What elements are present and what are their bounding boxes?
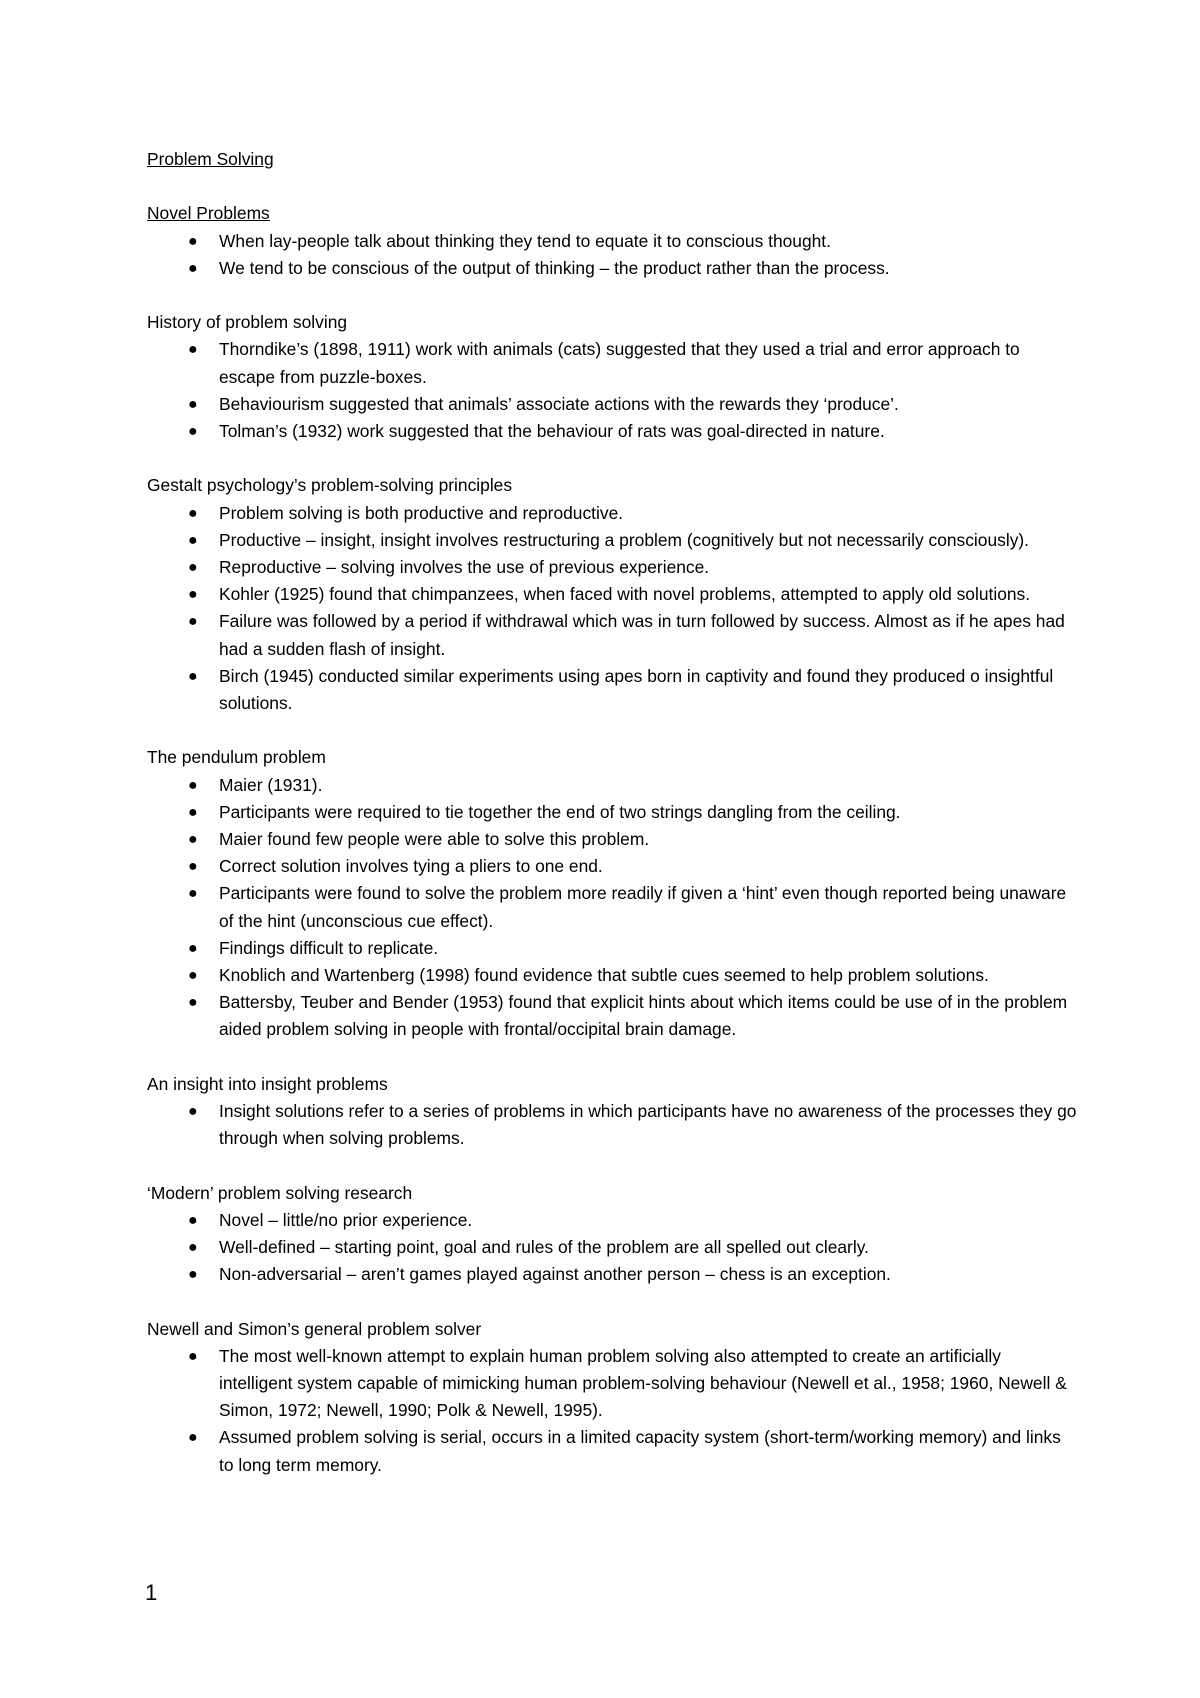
list-item-text: Reproductive – solving involves the use of previous experience. xyxy=(219,556,710,577)
bullet-icon: ● xyxy=(188,341,198,359)
list-item xyxy=(188,554,1077,581)
bullet-icon: ● xyxy=(188,395,198,413)
list-item xyxy=(188,391,1077,418)
bullet-icon: ● xyxy=(188,259,198,277)
list-item xyxy=(188,1424,1077,1478)
bullet-list xyxy=(147,1098,1077,1152)
list-item-text: Kohler (1925) found that chimpanzees, when faced with novel problems, attempted to apply old solutions. xyxy=(219,584,1031,605)
document-title: Problem Solving xyxy=(147,149,274,169)
bullet-icon: ● xyxy=(188,667,198,685)
list-item-text: The most well-known attempt to explain human problem solving also attempted to create an artificially intelligent system capable of mimicking human problem-solving behaviour (Newell et al., 1958; 1960, Newell & Simon, 1972; Newell, 1990; Polk & Newell, 1995). xyxy=(219,1345,1067,1421)
list-item-text: Novel – little/no prior experience. xyxy=(219,1209,473,1230)
bullet-icon: ● xyxy=(188,232,198,250)
list-item xyxy=(188,853,1077,880)
bullet-icon: ● xyxy=(188,1266,198,1284)
bullet-icon: ● xyxy=(188,803,198,821)
list-item xyxy=(188,826,1077,853)
bullet-icon: ● xyxy=(188,885,198,903)
list-item xyxy=(188,989,1077,1043)
list-item-text: Birch (1945) conducted similar experiments using apes born in captivity and found they produced o insightful solutions. xyxy=(219,665,1054,713)
bullet-icon: ● xyxy=(188,1103,198,1121)
list-item xyxy=(188,255,1077,282)
list-item-text: Non-adversarial – aren’t games played against another person – chess is an exception. xyxy=(219,1264,891,1285)
section xyxy=(147,309,1077,445)
list-item xyxy=(188,500,1077,527)
section-heading: ‘Modern’ problem solving research xyxy=(147,1182,413,1203)
list-item-text: Tolman’s (1932) work suggested that the behaviour of rats was goal-directed in nature. xyxy=(219,420,885,441)
list-item xyxy=(188,527,1077,554)
list-item-text: Findings difficult to replicate. xyxy=(219,937,439,958)
section xyxy=(147,472,1077,717)
list-item-text: Participants were found to solve the problem more readily if given a ‘hint’ even though reported being unaware of the hint (unconscious cue effect). xyxy=(219,883,1067,931)
list-item xyxy=(188,1207,1077,1234)
bullet-icon: ● xyxy=(188,531,198,549)
section xyxy=(147,1316,1077,1479)
bullet-list xyxy=(147,500,1077,718)
document-page xyxy=(147,146,1077,1479)
list-item xyxy=(188,228,1077,255)
bullet-icon: ● xyxy=(188,1347,198,1365)
list-item-text: Failure was followed by a period if withdrawal which was in turn followed by success. Almost as if he apes had had a sudden flash of insight. xyxy=(219,611,1065,659)
list-item-text: Maier (1931). xyxy=(219,774,323,795)
list-item xyxy=(188,1098,1077,1152)
list-item-text: Assumed problem solving is serial, occurs in a limited capacity system (short-term/working memory) and links to long term memory. xyxy=(219,1427,1061,1475)
bullet-icon: ● xyxy=(188,558,198,576)
list-item-text: Well-defined – starting point, goal and rules of the problem are all spelled out clearly. xyxy=(219,1237,869,1258)
bullet-list xyxy=(147,772,1077,1044)
bullet-icon: ● xyxy=(188,831,198,848)
bullet-icon: ● xyxy=(188,858,198,876)
list-item-text: Thorndike’s (1898, 1911) work with animals (cats) suggested that they used a trial and error approach to escape from puzzle-boxes. xyxy=(219,339,1020,387)
list-item xyxy=(188,962,1077,989)
list-item-text: Behaviourism suggested that animals’ associate actions with the rewards they ‘produce’. xyxy=(219,393,899,414)
page-number: 1 xyxy=(145,1580,158,1605)
document-body xyxy=(147,200,1077,1478)
bullet-icon: ● xyxy=(188,504,198,522)
bullet-icon: ● xyxy=(188,613,198,631)
bullet-icon: ● xyxy=(188,967,198,985)
section-heading: Gestalt psychology’s problem-solving principles xyxy=(147,475,513,496)
list-item xyxy=(188,799,1077,826)
list-item-text: We tend to be conscious of the output of thinking – the product rather than the process. xyxy=(219,257,890,278)
section xyxy=(147,200,1077,282)
bullet-icon: ● xyxy=(188,1239,198,1257)
bullet-list xyxy=(147,1343,1077,1479)
bullet-list xyxy=(147,228,1077,282)
list-item xyxy=(188,935,1077,962)
section xyxy=(147,1180,1077,1289)
bullet-icon: ● xyxy=(188,1429,198,1447)
section-heading: The pendulum problem xyxy=(147,747,326,768)
list-item-text: Maier found few people were able to solve this problem. xyxy=(219,829,650,849)
list-item-text: Insight solutions refer to a series of problems in which participants have no awareness of the processes they go through when solving problems. xyxy=(219,1101,1077,1149)
list-item xyxy=(188,418,1077,445)
bullet-list xyxy=(147,1207,1077,1289)
list-item-text: Productive – insight, insight involves restructuring a problem (cognitively but not necessarily consciously). xyxy=(219,529,1030,550)
list-item xyxy=(188,1343,1077,1425)
list-item-text: Correct solution involves tying a pliers to one end. xyxy=(219,856,603,877)
section-heading: Newell and Simon’s general problem solver xyxy=(147,1318,482,1339)
bullet-icon: ● xyxy=(188,939,198,957)
bullet-icon: ● xyxy=(188,994,198,1012)
list-item xyxy=(188,772,1077,799)
list-item xyxy=(188,581,1077,608)
bullet-icon: ● xyxy=(188,586,198,604)
list-item-text: Participants were required to tie together the end of two strings dangling from the ceiling. xyxy=(219,801,901,822)
section-heading: Novel Problems xyxy=(147,203,270,224)
list-item xyxy=(188,1261,1077,1288)
section xyxy=(147,1071,1077,1153)
bullet-list xyxy=(147,336,1077,445)
section-heading: History of problem solving xyxy=(147,312,348,333)
section-heading: An insight into insight problems xyxy=(147,1073,388,1094)
list-item xyxy=(188,1234,1077,1261)
list-item xyxy=(188,663,1077,717)
list-item xyxy=(188,336,1077,390)
list-item-text: Battersby, Teuber and Bender (1953) found that explicit hints about which items could be use of in the problem aided problem solving in people with frontal/occipital brain damage. xyxy=(219,992,1068,1040)
bullet-icon: ● xyxy=(188,422,198,440)
list-item-text: When lay-people talk about thinking they tend to equate it to conscious thought. xyxy=(219,230,831,251)
list-item-text: Problem solving is both productive and reproductive. xyxy=(219,502,624,523)
list-item xyxy=(188,880,1077,934)
bullet-icon: ● xyxy=(188,1211,198,1229)
list-item-text: Knoblich and Wartenberg (1998) found evidence that subtle cues seemed to help problem solutions. xyxy=(219,965,989,986)
list-item xyxy=(188,608,1077,662)
section xyxy=(147,744,1077,1043)
bullet-icon: ● xyxy=(188,776,198,794)
